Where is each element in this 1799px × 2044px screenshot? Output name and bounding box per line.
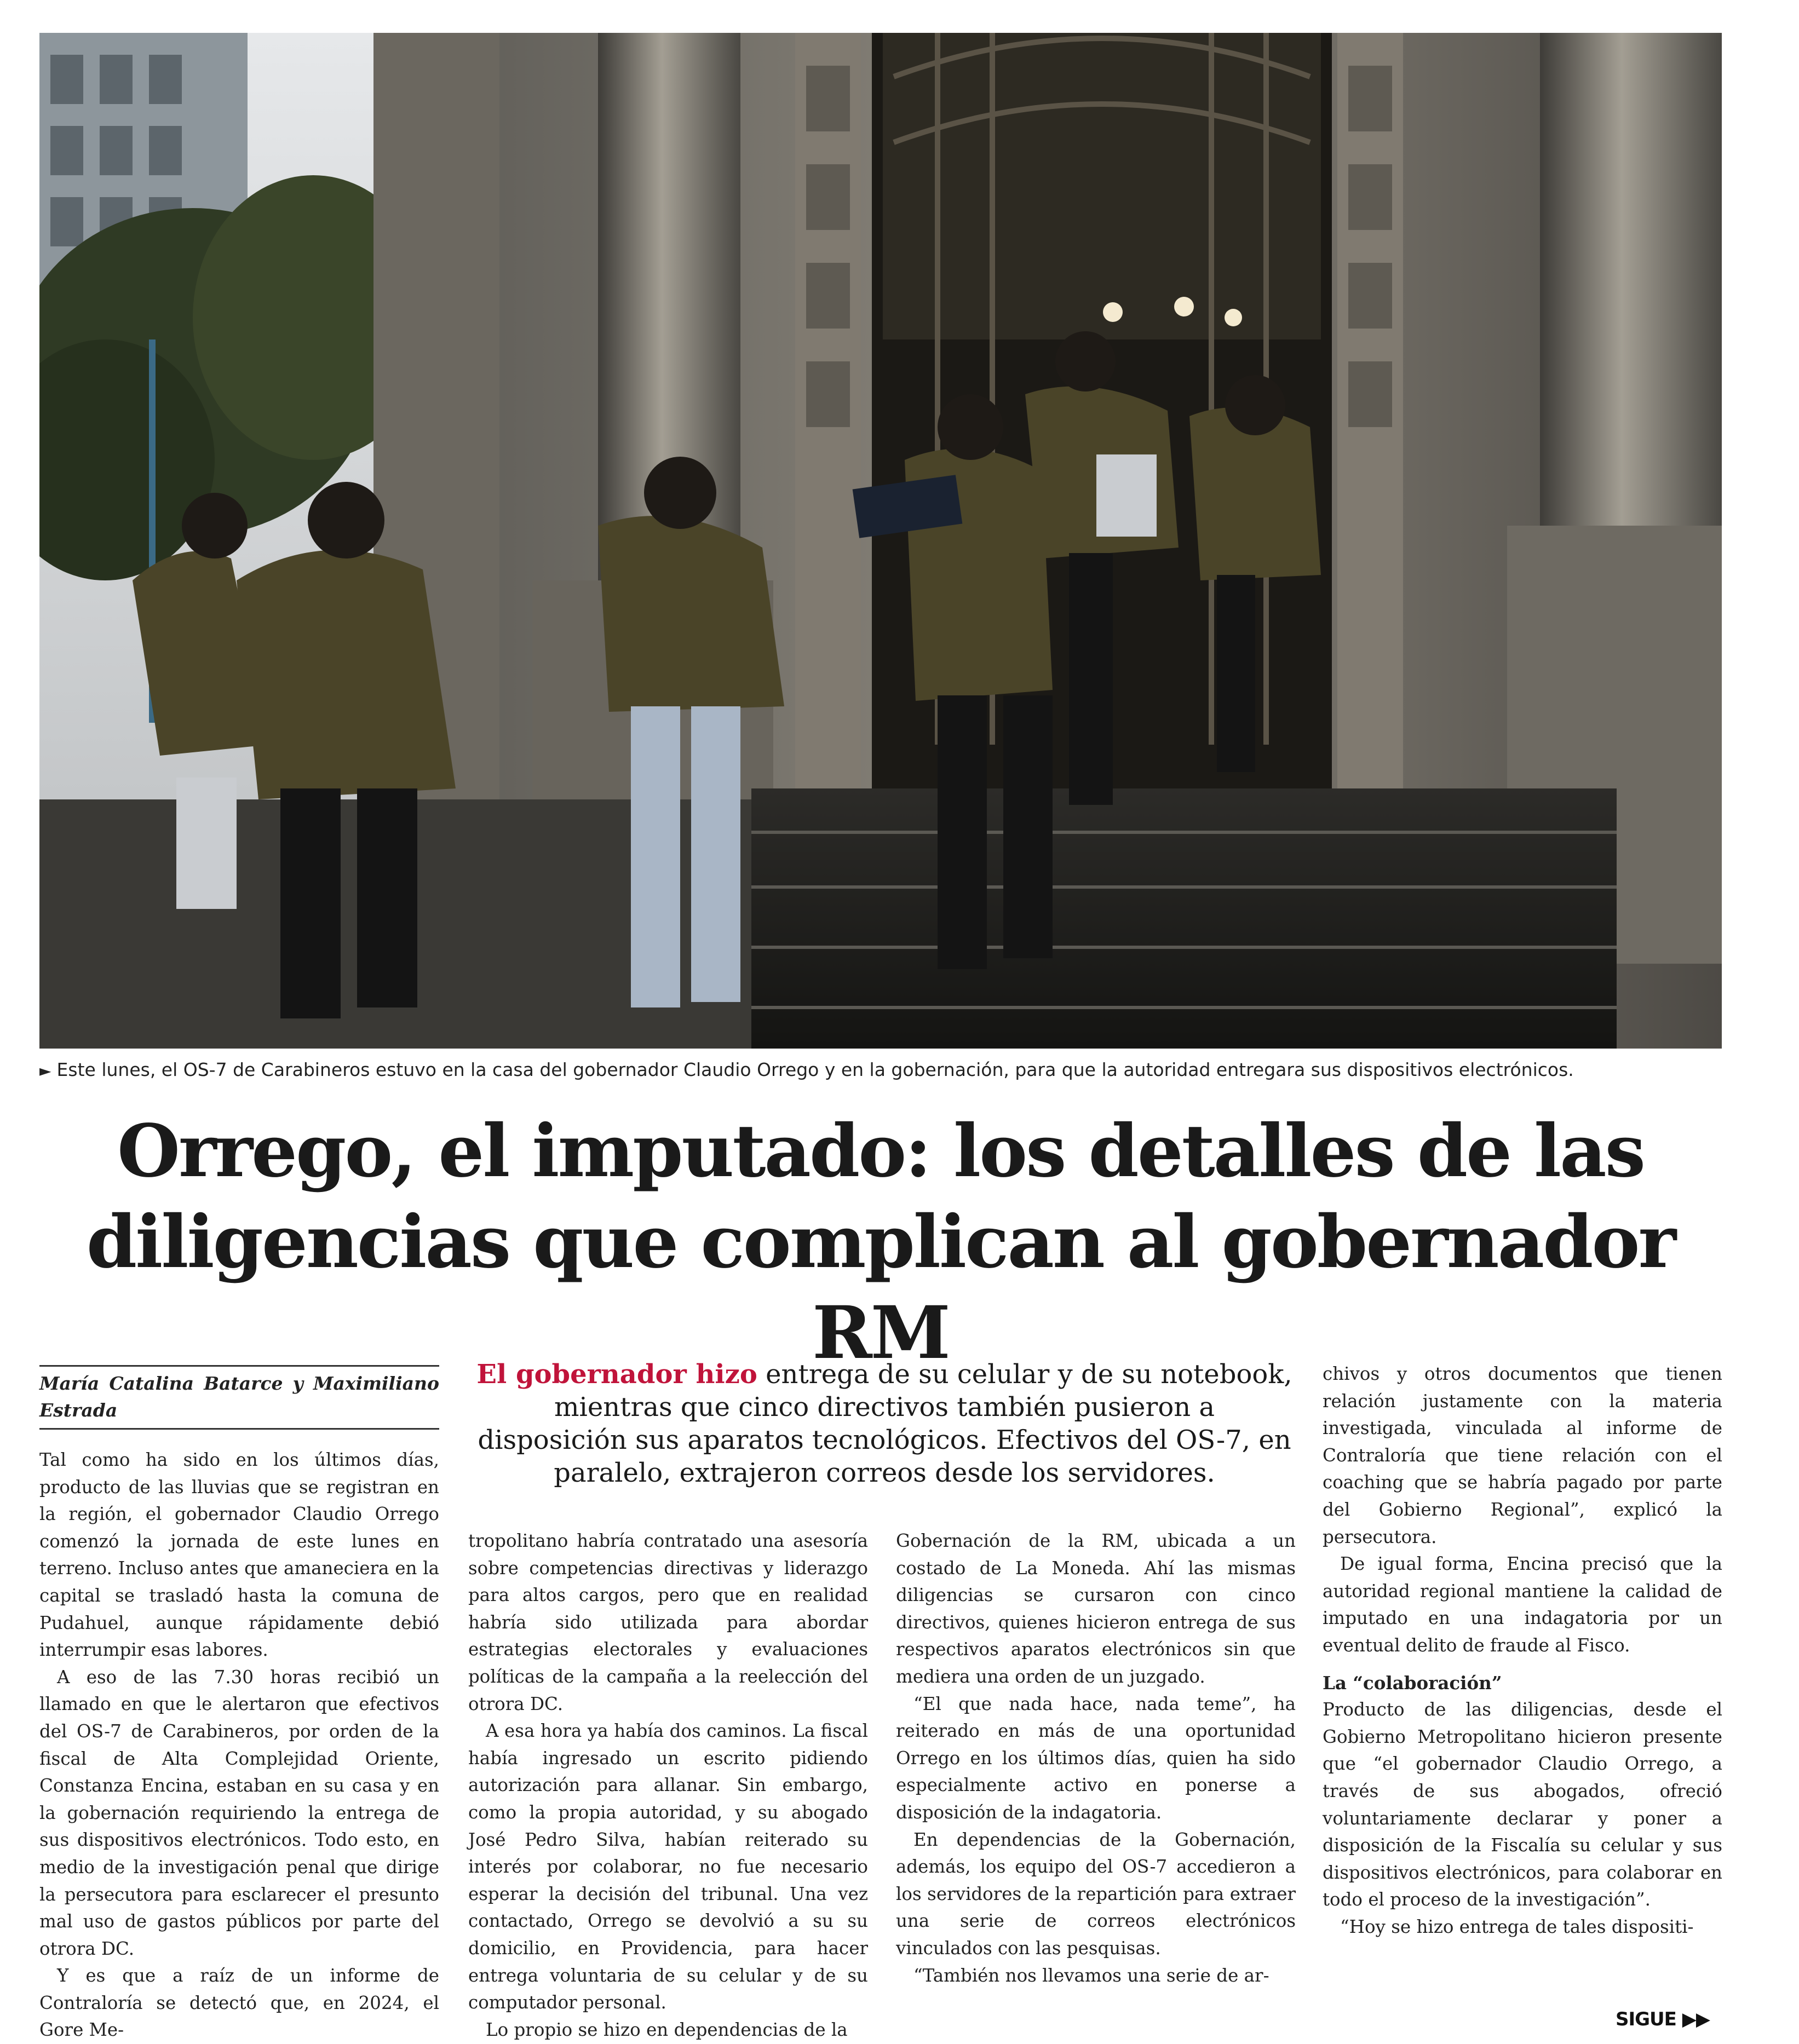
- article-column-2: [468, 1528, 868, 2043]
- paragraph: Lo propio se hizo en dependencias de la: [486, 2019, 848, 2040]
- paragraph: A eso de las 7.30 horas recibió un llamado en que le alertaron que efectivos del OS-7 de Carabineros, por orden de la fiscal de Alta Complejidad Oriente, Constanza Encina, estaban en su casa y en la gobernación requiriendo la entrega de sus dispositivos electrónicos. Todo esto, en medio de la investigación penal que dirige la persecutora para esclarecer el presunto mal uso de gastos públicos por parte del otrora DC.: [39, 1666, 439, 1959]
- deck-text: entrega de su celular y de su notebook, mientras que cinco directivos también pusieron a disposición sus aparatos tecnológicos. Efectivos del OS-7, en paralelo, extrajeron correos desde los servidores.: [478, 1359, 1292, 1488]
- deck-lead: [476, 1358, 1292, 1489]
- headline: [39, 1106, 1722, 1379]
- article-column-1: [39, 1447, 439, 2044]
- headline-line-1: Orrego, el imputado: los detalles de las: [117, 1109, 1644, 1194]
- byline: María Catalina Batarce y Maximiliano Estrada: [39, 1365, 439, 1430]
- caption-marker-icon: ►: [39, 1062, 51, 1080]
- headline-line-2: diligencias que complican al gobernador RM: [86, 1200, 1675, 1375]
- deck-highlight: El gobernador hizo: [476, 1359, 757, 1390]
- paragraph: Y es que a raíz de un informe de Contraloría se detectó que, en 2024, el Gore Me-: [39, 1965, 439, 2041]
- photo-caption: [39, 1058, 1737, 1083]
- news-photo: [39, 33, 1722, 1049]
- continue-label: SIGUE ▶▶: [1616, 2008, 1710, 2030]
- paragraph: A esa hora ya había dos caminos. La fiscal había ingresado un escrito pidiendo autorización para allanar. Sin embargo, como la propia autoridad, y su abogado José Pedro Silva, habían reiterado su interés por colaborar, no fue necesario esperar la decisión del tribunal. Una vez contactado, Orrego se devolvió a su su domicilio, en Providencia, para hacer entrega voluntaria de su celular y de su computador personal.: [468, 1720, 868, 2013]
- photo-illustration: [39, 33, 1722, 1049]
- paragraph: tropolitano habría contratado una asesoría sobre competencias directivas y liderazgo para altos cargos, pero que en realidad habría sido utilizada para abordar estrategias electorales y evaluaciones políticas de la campaña a la reelección del otrora DC.: [468, 1530, 868, 1714]
- article-column-3: [896, 1528, 1296, 1989]
- paragraph: “También nos llevamos una serie de ar-: [913, 1965, 1269, 1986]
- caption-text: Este lunes, el OS-7 de Carabineros estuvo en la casa del gobernador Claudio Orrego y en la gobernación, para que la autoridad entregara sus dispositivos electrónicos.: [56, 1059, 1574, 1080]
- section-subhead: La “colaboración”: [1323, 1672, 1502, 1694]
- paragraph: De igual forma, Encina precisó que la autoridad regional mantiene la calidad de imputado en una indagatoria por un eventual delito de fraude al Fisco.: [1323, 1553, 1722, 1656]
- paragraph: Gobernación de la RM, ubicada a un costado de La Moneda. Ahí las mismas diligencias se cursaron con cinco directivos, quienes hicieron entrega de sus respectivos aparatos electrónicos sin que mediera una orden de un juzgado.: [896, 1530, 1296, 1687]
- paragraph: “El que nada hace, nada teme”, ha reiterado en más de una oportunidad Orrego en los últimos días, quien ha sido especialmente activo en ponerse a disposición de la indagatoria.: [896, 1693, 1296, 1823]
- paragraph: “Hoy se hizo entrega de tales dispositi-: [1340, 1916, 1694, 1937]
- article-column-4: [1323, 1361, 1722, 1941]
- paragraph: Tal como ha sido en los últimos días, producto de las lluvias que se registran en la región, el gobernador Claudio Orrego comenzó la jornada de este lunes en terreno. Incluso antes que amaneciera en la capital se trasladó hasta la comuna de Pudahuel, aunque rápidamente debió interrumpir esas labores.: [39, 1449, 439, 1661]
- paragraph: En dependencias de la Gobernación, además, los equipo del OS-7 accedieron a los servidores de la repartición para extraer una serie de correos electrónicos vinculados con las pesquisas.: [896, 1829, 1296, 1959]
- paragraph: chivos y otros documentos que tienen relación justamente con la materia investigada, vinculada al informe de Contraloría que tiene relación con el coaching que se habría pagado por parte del Gobierno Regional”, explicó la persecutora.: [1323, 1363, 1722, 1547]
- paragraph: Producto de las diligencias, desde el Gobierno Metropolitano hicieron presente que “el gobernador Claudio Orrego, a través de sus abogados, ofreció voluntariamente declarar y poner a disposición de la Fiscalía su celular y sus dispositivos electrónicos, para colaborar en todo el proceso de la investigación”.: [1323, 1699, 1722, 1910]
